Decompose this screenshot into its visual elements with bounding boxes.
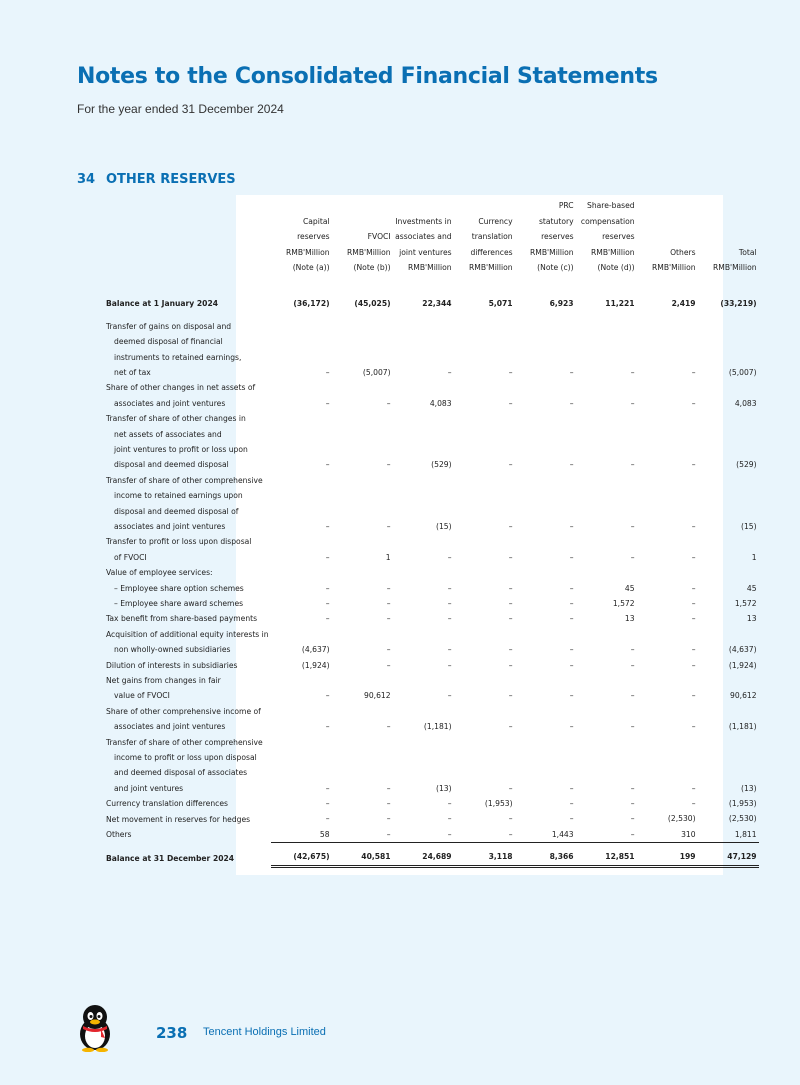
value-cell: – bbox=[576, 827, 637, 843]
value-cell bbox=[515, 565, 576, 580]
page-footer bbox=[75, 1004, 375, 1054]
column-header-line: reserves bbox=[602, 232, 635, 241]
row-label-line: associates and joint ventures bbox=[114, 722, 226, 732]
value-cell: 1,811 bbox=[698, 827, 759, 843]
movement-row bbox=[104, 611, 759, 626]
value-cell: – bbox=[569, 691, 574, 701]
column-header-line: reserves bbox=[297, 232, 330, 241]
value-cell bbox=[637, 565, 698, 580]
value-cell: 3,118 bbox=[454, 849, 515, 866]
value-cell: – bbox=[508, 691, 513, 701]
row-label bbox=[104, 735, 271, 797]
value-cell: – bbox=[386, 814, 391, 824]
row-label-line: Tax benefit from share-based payments bbox=[106, 614, 258, 624]
value-cell: – bbox=[386, 583, 391, 593]
value-cell: 4,083 bbox=[429, 398, 452, 408]
closing-balance-row bbox=[104, 849, 759, 866]
row-label bbox=[104, 534, 271, 565]
value-cell: 45 bbox=[746, 583, 757, 593]
value-cell: – bbox=[569, 783, 574, 793]
row-label bbox=[104, 380, 271, 411]
value-cell: (2,530) bbox=[728, 814, 757, 824]
value-cell: – bbox=[508, 722, 513, 732]
movement-row bbox=[104, 581, 759, 596]
value-cell: – bbox=[691, 398, 696, 408]
value-cell: – bbox=[386, 722, 391, 732]
row-label: Balance at 31 December 2024 bbox=[106, 853, 235, 863]
value-cell: – bbox=[630, 691, 635, 701]
value-cell: – bbox=[630, 814, 635, 824]
column-header-line: joint ventures bbox=[399, 247, 452, 257]
value-cell: – bbox=[386, 460, 391, 470]
row-label bbox=[104, 411, 271, 473]
movement-row bbox=[104, 380, 759, 411]
column-header bbox=[637, 198, 698, 276]
value-cell: – bbox=[508, 814, 513, 824]
value-cell: – bbox=[447, 814, 452, 824]
value-cell: – bbox=[325, 614, 330, 624]
value-cell: (4,637) bbox=[301, 645, 330, 655]
value-cell: 12,851 bbox=[576, 849, 637, 866]
row-label bbox=[104, 811, 271, 826]
value-cell: 1,572 bbox=[612, 598, 635, 608]
value-cell: (36,172) bbox=[293, 298, 330, 308]
row-label-line: deemed disposal of financial bbox=[114, 337, 223, 347]
value-cell: 90,612 bbox=[364, 691, 391, 701]
row-label-line: of FVOCI bbox=[114, 552, 147, 562]
column-header-line: Investments in bbox=[395, 216, 452, 226]
value-cell: (529) bbox=[736, 460, 757, 470]
value-cell: – bbox=[630, 368, 635, 378]
value-cell: – bbox=[447, 660, 452, 670]
row-spacer bbox=[104, 276, 759, 296]
value-cell: – bbox=[386, 799, 391, 809]
value-cell: – bbox=[569, 552, 574, 562]
row-label-line: Share of other changes in net assets of bbox=[106, 383, 256, 393]
value-cell: (45,025) bbox=[354, 298, 391, 308]
column-header-line: (Note (c)) bbox=[537, 263, 574, 272]
row-label-line: disposal and deemed disposal bbox=[114, 460, 229, 470]
value-cell: 45 bbox=[624, 583, 635, 593]
column-header-line: FVOCI bbox=[367, 232, 391, 241]
value-cell: – bbox=[386, 645, 391, 655]
movement-row bbox=[104, 827, 759, 843]
value-cell: – bbox=[630, 783, 635, 793]
table-header bbox=[104, 198, 759, 276]
value-cell: – bbox=[630, 521, 635, 531]
value-cell: 47,129 bbox=[698, 849, 759, 866]
value-cell: – bbox=[508, 460, 513, 470]
value-cell: – bbox=[325, 460, 330, 470]
column-header-line: Total bbox=[738, 247, 757, 257]
row-label-line: Currency translation differences bbox=[106, 799, 228, 809]
value-cell: – bbox=[508, 583, 513, 593]
value-cell: – bbox=[630, 460, 635, 470]
value-cell: 4,083 bbox=[734, 398, 757, 408]
value-cell: – bbox=[691, 368, 696, 378]
value-cell: – bbox=[325, 583, 330, 593]
row-label bbox=[104, 565, 271, 580]
column-header-line: RMB'Million bbox=[347, 247, 391, 257]
value-cell: 13 bbox=[746, 614, 757, 624]
column-header-row bbox=[104, 198, 759, 276]
value-cell: 40,581 bbox=[332, 849, 393, 866]
value-cell: (15) bbox=[436, 521, 452, 531]
movement-row bbox=[104, 627, 759, 658]
value-cell: (1,953) bbox=[728, 799, 757, 809]
value-cell bbox=[698, 565, 759, 580]
value-cell: – bbox=[508, 521, 513, 531]
value-cell: – bbox=[691, 614, 696, 624]
value-cell: – bbox=[386, 598, 391, 608]
company-name: Tencent Holdings Limited bbox=[203, 1026, 326, 1038]
column-header bbox=[515, 198, 576, 276]
value-cell: 6,923 bbox=[549, 298, 574, 308]
value-cell: – bbox=[691, 460, 696, 470]
column-header-line: RMB'Million bbox=[591, 247, 635, 257]
column-header bbox=[271, 198, 332, 276]
row-label-line: Transfer of gains on disposal and bbox=[106, 321, 232, 331]
column-header bbox=[393, 198, 454, 276]
movement-row bbox=[104, 596, 759, 611]
value-cell: – bbox=[508, 783, 513, 793]
column-header-line: (Note (d)) bbox=[597, 263, 635, 272]
row-label-line: Net gains from changes in fair bbox=[106, 675, 221, 685]
row-spacer bbox=[104, 311, 759, 319]
value-cell: 22,344 bbox=[422, 298, 452, 308]
value-cell: – bbox=[630, 799, 635, 809]
value-cell: – bbox=[386, 521, 391, 531]
value-cell: – bbox=[508, 368, 513, 378]
row-label bbox=[104, 827, 271, 843]
value-cell: (42,675) bbox=[271, 849, 332, 866]
column-header-line: translation bbox=[471, 232, 513, 241]
row-label-line: Others bbox=[106, 830, 132, 840]
value-cell: – bbox=[447, 799, 452, 809]
value-cell: – bbox=[691, 552, 696, 562]
penguin-mascot-icon bbox=[75, 1004, 115, 1052]
value-cell: 8,366 bbox=[515, 849, 576, 866]
row-label-line: Share of other comprehensive income of bbox=[106, 706, 261, 716]
value-cell: – bbox=[569, 368, 574, 378]
row-label-line: non wholly-owned subsidiaries bbox=[114, 645, 231, 655]
page-number: 238 bbox=[156, 1024, 188, 1042]
value-cell: (15) bbox=[741, 521, 757, 531]
value-cell: (1,181) bbox=[728, 722, 757, 732]
row-label-line: Value of employee services: bbox=[106, 568, 213, 578]
movement-row bbox=[104, 319, 759, 381]
row-label bbox=[104, 319, 271, 381]
row-label-line: value of FVOCI bbox=[114, 691, 170, 701]
value-cell: 11,221 bbox=[605, 298, 635, 308]
value-cell: 1 bbox=[751, 552, 757, 562]
column-header-line: reserves bbox=[541, 232, 574, 241]
row-label-line: Acquisition of additional equity interests in bbox=[106, 629, 269, 639]
column-header-line: RMB'Million bbox=[286, 247, 330, 257]
value-cell: – bbox=[508, 552, 513, 562]
value-cell: 90,612 bbox=[730, 691, 757, 701]
row-label-line: associates and joint ventures bbox=[114, 398, 226, 408]
value-cell: 13 bbox=[624, 614, 635, 624]
value-cell: – bbox=[630, 722, 635, 732]
row-label-line: income to profit or loss upon disposal bbox=[114, 752, 257, 762]
page-title: Notes to the Consolidated Financial Statements bbox=[77, 64, 658, 89]
value-cell: – bbox=[325, 598, 330, 608]
value-cell: (33,219) bbox=[720, 298, 757, 308]
column-header-line: (Note (b)) bbox=[353, 263, 391, 272]
value-cell: (5,007) bbox=[728, 368, 757, 378]
column-header-line: Currency bbox=[478, 216, 513, 226]
value-cell: – bbox=[325, 521, 330, 531]
row-label-line: and joint ventures bbox=[114, 783, 184, 793]
value-cell: – bbox=[691, 722, 696, 732]
value-cell: 24,689 bbox=[393, 849, 454, 866]
value-cell: – bbox=[325, 814, 330, 824]
row-label-line: net assets of associates and bbox=[114, 429, 222, 439]
movement-row bbox=[104, 673, 759, 704]
row-label bbox=[104, 627, 271, 658]
movement-row bbox=[104, 473, 759, 535]
value-cell bbox=[576, 565, 637, 580]
value-cell: – bbox=[691, 691, 696, 701]
column-header-line: statutory bbox=[538, 216, 574, 226]
value-cell: (2,530) bbox=[667, 814, 696, 824]
value-cell: – bbox=[569, 583, 574, 593]
movement-row bbox=[104, 735, 759, 797]
section-title: OTHER RESERVES bbox=[106, 172, 236, 187]
section-heading bbox=[77, 172, 236, 187]
value-cell: (1,924) bbox=[301, 660, 330, 670]
value-cell: – bbox=[630, 398, 635, 408]
value-cell: – bbox=[569, 460, 574, 470]
row-label-line: and deemed disposal of associates bbox=[114, 768, 248, 778]
row-label-line: Transfer of share of other comprehensive bbox=[106, 737, 263, 747]
value-cell: – bbox=[325, 368, 330, 378]
value-cell: – bbox=[508, 598, 513, 608]
movement-row bbox=[104, 658, 759, 673]
column-header-line: Others bbox=[670, 247, 696, 257]
value-cell: – bbox=[691, 660, 696, 670]
column-header-line: RMB'Million bbox=[652, 263, 696, 272]
value-cell: 5,071 bbox=[488, 298, 513, 308]
column-header-line: PRC bbox=[558, 201, 574, 210]
value-cell: – bbox=[569, 614, 574, 624]
column-header bbox=[454, 198, 515, 276]
row-label bbox=[104, 658, 271, 673]
row-label-line: associates and joint ventures bbox=[114, 521, 226, 531]
value-cell: – bbox=[332, 827, 393, 843]
value-cell: – bbox=[454, 827, 515, 843]
column-header bbox=[576, 198, 637, 276]
other-reserves-table bbox=[104, 198, 759, 868]
value-cell bbox=[393, 565, 454, 580]
column-header bbox=[698, 198, 759, 276]
value-cell: – bbox=[569, 722, 574, 732]
value-cell: – bbox=[325, 722, 330, 732]
value-cell: – bbox=[630, 552, 635, 562]
movement-row bbox=[104, 704, 759, 735]
row-spacer-cell bbox=[104, 311, 759, 319]
value-cell: – bbox=[569, 799, 574, 809]
column-header-line: RMB'Million bbox=[469, 263, 513, 272]
row-label-line: Dilution of interests in subsidiaries bbox=[106, 660, 238, 670]
column-header-line: Share-based bbox=[587, 201, 635, 210]
row-spacer-cell bbox=[104, 276, 759, 296]
row-label bbox=[104, 673, 271, 704]
row-label-line: disposal and deemed disposal of bbox=[114, 506, 239, 516]
value-cell: 58 bbox=[271, 827, 332, 843]
value-cell: – bbox=[393, 827, 454, 843]
value-cell bbox=[271, 565, 332, 580]
column-header-line: compensation bbox=[580, 216, 635, 226]
row-label-line: income to retained earnings upon bbox=[114, 491, 243, 501]
value-cell: – bbox=[447, 614, 452, 624]
column-header bbox=[332, 198, 393, 276]
value-cell: (1,924) bbox=[728, 660, 757, 670]
row-label bbox=[104, 596, 271, 611]
value-cell: – bbox=[447, 598, 452, 608]
value-cell: (13) bbox=[741, 783, 757, 793]
section-number: 34 bbox=[77, 172, 96, 187]
value-cell: – bbox=[508, 660, 513, 670]
value-cell: 1 bbox=[385, 552, 391, 562]
value-cell: – bbox=[569, 598, 574, 608]
value-cell: (5,007) bbox=[362, 368, 391, 378]
value-cell: – bbox=[447, 645, 452, 655]
value-cell: – bbox=[691, 645, 696, 655]
column-header-line: RMB'Million bbox=[530, 247, 574, 257]
value-cell: (13) bbox=[436, 783, 452, 793]
value-cell: – bbox=[630, 660, 635, 670]
value-cell: – bbox=[630, 645, 635, 655]
value-cell: – bbox=[691, 583, 696, 593]
value-cell: – bbox=[386, 660, 391, 670]
column-header-line: RMB'Million bbox=[713, 263, 757, 272]
movement-row bbox=[104, 534, 759, 565]
value-cell: – bbox=[569, 814, 574, 824]
row-label bbox=[104, 704, 271, 735]
row-label-line: – Employee share award schemes bbox=[114, 598, 244, 608]
row-label-line: Transfer of share of other changes in bbox=[106, 414, 246, 424]
row-label bbox=[104, 581, 271, 596]
row-label bbox=[104, 611, 271, 626]
row-label-line: net of tax bbox=[114, 368, 151, 378]
value-cell: – bbox=[691, 799, 696, 809]
value-cell: – bbox=[325, 799, 330, 809]
opening-balance-row bbox=[104, 296, 759, 311]
value-cell: – bbox=[447, 368, 452, 378]
value-cell: – bbox=[569, 398, 574, 408]
column-header-line: (Note (a)) bbox=[292, 263, 330, 272]
value-cell: – bbox=[569, 521, 574, 531]
value-cell: – bbox=[447, 552, 452, 562]
value-cell: (529) bbox=[431, 460, 452, 470]
movement-row bbox=[104, 411, 759, 473]
column-header-line: Capital bbox=[302, 216, 330, 226]
value-cell: – bbox=[508, 398, 513, 408]
value-cell: – bbox=[569, 645, 574, 655]
row-label-line: Transfer of share of other comprehensive bbox=[106, 475, 263, 485]
row-label bbox=[104, 796, 271, 811]
value-cell: – bbox=[691, 598, 696, 608]
value-cell: – bbox=[508, 645, 513, 655]
value-cell: – bbox=[325, 398, 330, 408]
value-cell: (1,953) bbox=[484, 799, 513, 809]
movement-row bbox=[104, 565, 759, 580]
row-label-line: instruments to retained earnings, bbox=[114, 352, 242, 362]
row-label-line: Transfer to profit or loss upon disposal bbox=[106, 537, 252, 547]
movement-row bbox=[104, 811, 759, 826]
value-cell: – bbox=[691, 521, 696, 531]
value-cell bbox=[332, 565, 393, 580]
value-cell: – bbox=[569, 660, 574, 670]
value-cell: 2,419 bbox=[671, 298, 696, 308]
value-cell: (1,181) bbox=[423, 722, 452, 732]
movement-row bbox=[104, 796, 759, 811]
value-cell: 1,443 bbox=[515, 827, 576, 843]
value-cell: 1,572 bbox=[734, 598, 757, 608]
row-label-line: – Employee share option schemes bbox=[114, 583, 244, 593]
value-cell: – bbox=[325, 691, 330, 701]
table-body bbox=[104, 276, 759, 867]
value-cell: – bbox=[447, 583, 452, 593]
value-cell: (4,637) bbox=[728, 645, 757, 655]
column-header-line: differences bbox=[470, 247, 513, 257]
row-label-line: joint ventures to profit or loss upon bbox=[114, 445, 248, 455]
value-cell: 310 bbox=[637, 827, 698, 843]
row-label bbox=[104, 473, 271, 535]
value-cell: – bbox=[447, 691, 452, 701]
value-cell: – bbox=[325, 783, 330, 793]
row-label-line: Net movement in reserves for hedges bbox=[106, 814, 251, 824]
value-cell: – bbox=[325, 552, 330, 562]
value-cell bbox=[454, 565, 515, 580]
value-cell: – bbox=[691, 783, 696, 793]
value-cell: 199 bbox=[637, 849, 698, 866]
column-header-blank bbox=[104, 198, 271, 276]
value-cell: – bbox=[386, 398, 391, 408]
row-label: Balance at 1 January 2024 bbox=[106, 298, 219, 308]
value-cell: – bbox=[386, 614, 391, 624]
value-cell: – bbox=[386, 783, 391, 793]
page-subtitle: For the year ended 31 December 2024 bbox=[77, 102, 284, 116]
value-cell: – bbox=[508, 614, 513, 624]
column-header-line: RMB'Million bbox=[408, 263, 452, 272]
column-header-line: associates and bbox=[395, 232, 452, 241]
